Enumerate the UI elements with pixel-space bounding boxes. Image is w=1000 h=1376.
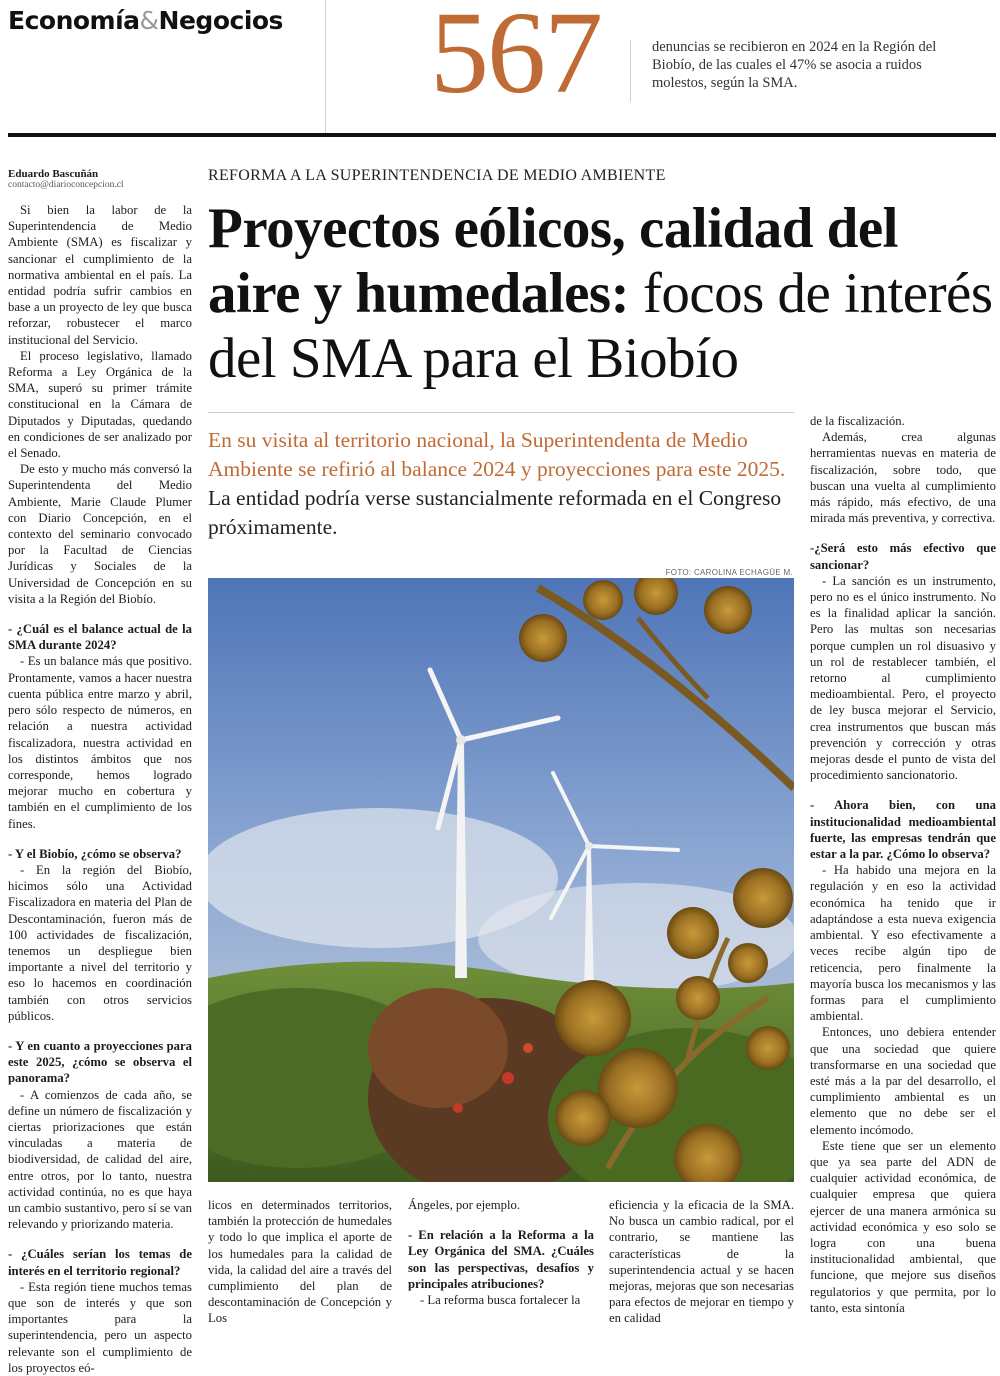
lead-text: La entidad podría verse sustancialmente reformada en el Congreso próximamente.: [208, 486, 782, 539]
interview-question: - En relación a la Reforma a la Ley Orgánica del SMA. ¿Cuáles son las perspectivas, desafíos y principales atribuciones?: [408, 1228, 594, 1291]
big-number: 567: [430, 0, 601, 118]
column-1: [8, 202, 192, 1376]
lead-highlight: En su visita al territorio nacional, la Superintendenta de Medio Ambiente se refirió al balance 2024 y proyecciones para este 2025.: [208, 428, 786, 481]
header-rule: [8, 133, 996, 137]
paragraph: Ángeles, por ejemplo.: [408, 1198, 521, 1212]
paragraph: eficiencia y la eficacia de la SMA. No busca un cambio radical, por el contrario, se mantiene las características de la superintendencia actual y se hacen mejoras, mejoras que son necesarias para efectos de mejorar en tiempo y en calidad: [609, 1198, 794, 1326]
headline-bold: Proyectos eólicos, calidad del aire y humedales:: [208, 197, 899, 325]
column-5: [810, 413, 996, 1316]
interview-answer: - Ha habido una mejora en la regulación y en eso la actividad económica ha tenido que ir adaptándose a esta nueva exigencia ambiental. Y eso efectivamente a veces recibe algún tipo de reticencia, pero finalmente la mayoría busca los mecanismos y las formas para el cumplimiento ambiental.: [810, 863, 996, 1024]
interview-question: - ¿Cuál es el balance actual de la SMA durante 2024?: [8, 622, 192, 653]
interview-question: - Ahora bien, con una institucionalidad medioambiental fuerte, las empresas tendrán que estar a la par. ¿Cómo lo observa?: [810, 798, 996, 862]
interview-question: - Y en cuanto a proyecciones para este 2025, ¿cómo se observa el panorama?: [8, 1038, 192, 1086]
author-name: Eduardo Bascuñán: [8, 168, 99, 180]
paragraph: Si bien la labor de la Superintendencia de Medio Ambiente (SMA) es fiscalizar y sancionar el cumplimiento de la normativa ambiental en el país. La entidad podría sufrir cambios en base a un proyecto de ley que busca reforzar, robustecer el marco institucional del Servicio.: [8, 203, 192, 347]
lead-divider: [208, 412, 794, 413]
interview-answer: - A comienzos de cada año, se define un número de fiscalización y ciertas priorizaciones que están vinculadas a materia de biodiversidad, de calidad del aire, entre otros, por lo tanto, nuestra actividad continúa, no es que haya un cambio sustantivo, pero sí se van relevando y priorizando materia.: [8, 1087, 192, 1232]
paragraph: de la fiscalización.: [810, 414, 905, 428]
interview-answer: - Esta región tiene muchos temas que son de interés y que son importantes para la superintendencia, pero un aspecto relevante son el cumplimiento de los proyectos eó-: [8, 1279, 192, 1375]
column-2: [208, 1197, 392, 1327]
lead-paragraph: [208, 426, 794, 542]
header-divider-right: [630, 40, 631, 102]
paragraph: El proceso legislativo, llamado Reforma a Ley Orgánica de la SMA, superó su primer trámite constitucional en la Cámara de Diputados y Diputadas, quedando en condiciones de ser analizado por el Senado.: [8, 348, 192, 461]
headline: [208, 196, 998, 391]
interview-answer: - La sanción es un instrumento, pero no es el único instrumento. No es la finalidad aplicar la sanción. Pero las multas son necesarias porque cumplen un rol disuasivo y un rol de restablecer también, el retorno al cumplimiento medioambiental. Pero, el proyecto de ley busca mejorar el Servicio, crea instrumentos que buscan más prevención y corrección y otras mejoras desde el punto de vista del procedimiento sancionatorio.: [810, 573, 996, 783]
paragraph: De esto y mucho más conversó la Superintendenta del Medio Ambiente, Marie Claude Plumer con Diario Concepción, en el contexto del seminario convocado por la Facultad de Ciencias Jurídicas y Sociales de la Universidad de Concepción en su visita a la Región del Biobío.: [8, 462, 192, 606]
section-title-a: Economía: [8, 6, 140, 35]
interview-question: - ¿Cuáles serían los temas de interés en el territorio regional?: [8, 1247, 192, 1278]
column-4: [609, 1197, 794, 1327]
section-ampersand: &: [139, 6, 159, 35]
article-photo: [208, 578, 794, 1182]
paragraph: licos en determinados territorios, también la protección de humedales y todo lo que implica el aporte de los humedales para la calidad de vida, la calidad del aire a través del cumplimiento del plan de descontaminación de Concepción y Los: [208, 1198, 392, 1326]
headline-regular: focos de interés del SMA para el Biobío: [208, 262, 993, 390]
interview-question: -¿Será esto más efectivo que sancionar?: [810, 541, 996, 572]
interview-answer: - La reforma busca fortalecer la: [420, 1293, 581, 1308]
interview-answer: - Es un balance más que positivo. Prontamente, vamos a hacer nuestra cuenta pública entre marzo y abril, pero sólo respecto de números, en relación a nuestra actividad fiscalizadora, nuestra actividad en los distintos ámbitos que nos corresponde, hemos logrado mejorar mucho en cobertura y también en el cumplimiento de los fines.: [8, 654, 192, 831]
section-title: [8, 6, 283, 35]
paragraph: Este tiene que ser un elemento que ya sea parte del ADN de cualquier actividad económica, de cualquier empresa que quiera ejercer de una manera armónica su actividad económica y eso solo se logra con una buena institucionalidad ambiental, que funcione, que mejore sus diseños regulatorios y que permita, por lo tanto, esta sintonía: [810, 1138, 996, 1315]
header-divider-left: [325, 0, 326, 133]
paragraph: Entonces, uno debiera entender que una sociedad que quiere transformarse en una sociedad que esté más a la par del desarrollo, el cumplimiento ambiental es un elemento que no debe ser el elemento incómodo.: [810, 1025, 996, 1137]
kicker: REFORMA A LA SUPERINTENDENCIA DE MEDIO AMBIENTE: [208, 167, 666, 184]
author-email[interactable]: contacto@diarioconcepcion.cl: [8, 180, 124, 190]
paragraph: Además, crea algunas herramientas nuevas en materia de fiscalización, sobre todo, que buscan una vuelta al cumplimiento más rápido, más efectivo, de una mirada más preventiva, y correctiva.: [810, 430, 996, 526]
column-3: [408, 1197, 594, 1308]
wind-turbines-photo: [208, 578, 794, 1182]
interview-question: - Y el Biobío, ¿cómo se observa?: [8, 846, 182, 861]
photo-credit: FOTO: CAROLINA ECHAGÜE M.: [665, 568, 793, 577]
section-title-b: Negocios: [158, 6, 283, 35]
interview-answer: - En la región del Biobío, hicimos sólo una Actividad Fiscalizadora en materia del Plan de Descontaminación, fueron más de 100 actividades de fiscalización, tenemos un despliegue bien importante a nivel del territorio y eso lo hacemos en coordinación también con otros servicios públicos.: [8, 862, 192, 1023]
big-number-caption: denuncias se recibieron en 2024 en la Región del Biobío, de las cuales el 47% se asocia a ruidos molestos, según la SMA.: [652, 39, 937, 91]
